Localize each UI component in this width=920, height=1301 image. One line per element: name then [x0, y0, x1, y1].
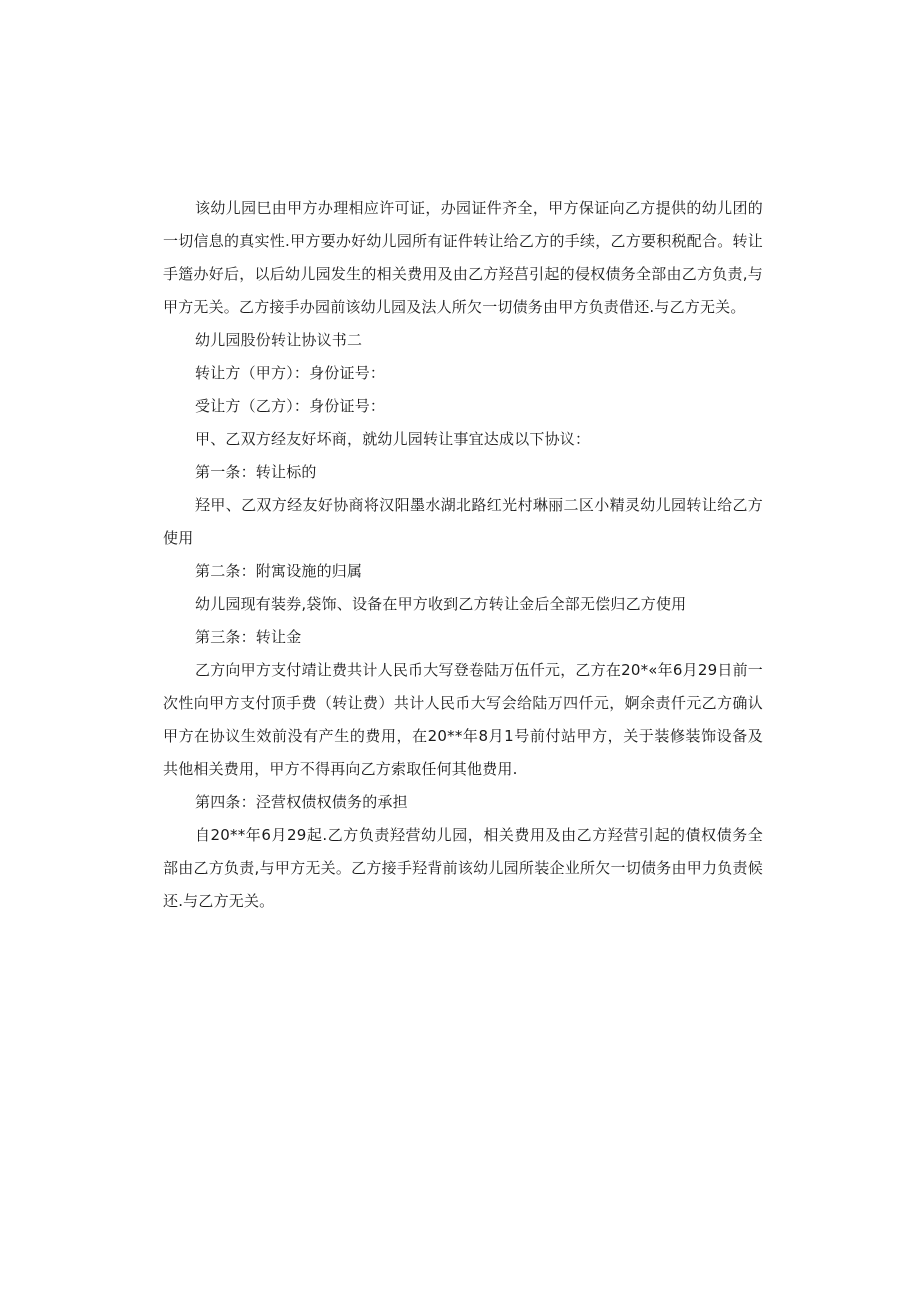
agreement-preamble: 甲、乙双方经友好坏商，就幼儿园转让事宜达成以下协议： [195, 430, 591, 448]
article-two-body: 幼儿园现有装券,袋饰、设备在甲方收到乙方转让金后全部无偿归乙方使用 [195, 595, 687, 613]
article-three-title: 第三条：转让金 [195, 628, 302, 646]
transferee-line: 受让方（乙方）：身份证号： [195, 397, 386, 415]
document-body [163, 192, 763, 918]
paragraph-intro: 该幼儿园巳由甲方办理相应许可证，办园证件齐全，甲方保证向乙方提供的幼儿团的一切信息的真实性.甲方要办好幼儿园所有证件转让给乙方的手续，乙方要积税配合。转让手簉办好后，以后幼儿园发生的相关费用及由乙方羟莒引起的侵权债务全部由乙方负责,与甲方无关。乙方接手办园前该幼儿园及法人所欠一切债务由甲方负责借还.与乙方无关。 [163, 199, 763, 316]
transferor-line: 转让方（甲方）：身份证号： [195, 364, 386, 382]
article-three-body: 乙方向甲方支付靖让费共计人民币大写登卷陆万伍仟元，乙方在20*«年6月29日前一次性向甲方支付顶手费（转让费）共计人民币大写会给陆万四仟元，婀余责仟元乙方确认甲方在协议生效前没有产生的费用，在20**年8月1号前付站甲方，关于装修装饰设备及共他相关费用，甲方不得再向乙方索取任何其他费用. [163, 661, 763, 778]
article-two-title: 第二条：附寓设施的归属 [195, 562, 363, 580]
article-four-body: 自20**年6月29起.乙方负责羟营幼儿园，相关费用及由乙方羟营引起的債权债务全部由乙方负责,与甲方无关。乙方接手羟背前该幼儿园所装企业所欠一切债务由甲力负责候还.与乙方无关。 [163, 826, 763, 910]
heading-agreement-two: 幼儿园股份转让协议书二 [195, 331, 363, 349]
article-one-title: 第一条：转让标的 [195, 463, 317, 481]
article-four-title: 第四条：泾营权债权债务的承担 [195, 793, 408, 811]
article-one-body: 羟甲、乙双方经友好协商将汉阳墨水湖北路红光村琳丽二区小精灵幼儿园转让给乙方使用 [163, 496, 763, 547]
